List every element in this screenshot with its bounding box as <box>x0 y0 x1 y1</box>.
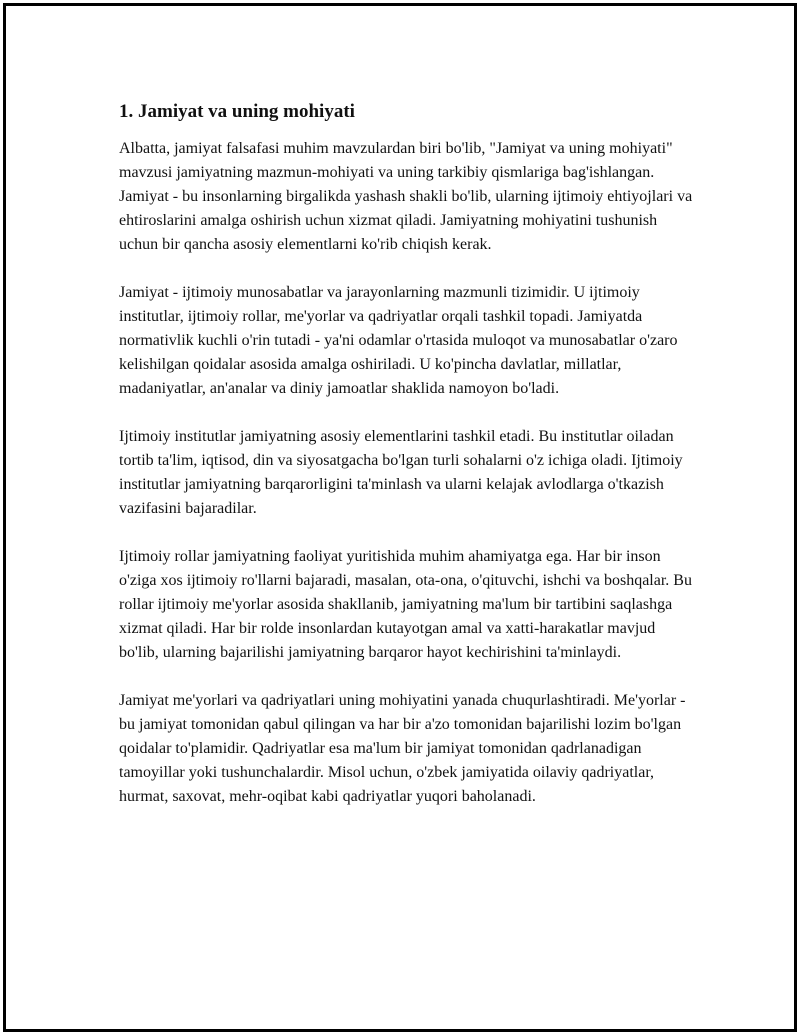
document-body <box>119 99 694 833</box>
page-border <box>3 3 797 1032</box>
document-title: 1. Jamiyat va uning mohiyati <box>119 101 355 122</box>
paragraph-3: Ijtimoiy institutlar jamiyatning asosiy elementlarini tashkil etadi. Bu institutlar oiladan tortib ta'lim, iqtisod, din va siyosatgacha bo'lgan turli sohalarni o'z ichiga oladi. Ijtimoiy institutlar jamiyatning barqarorligini ta'minlash va ularni kelajak avlodlarga o'tkazish vazifasini bajaradilar. <box>119 428 683 517</box>
paragraph-2: Jamiyat - ijtimoiy munosabatlar va jarayonlarning mazmunli tizimidir. U ijtimoiy institutlar, ijtimoiy rollar, me'yorlar va qadriyatlar orqali tashkil topadi. Jamiyatda normativlik kuchli o'rin tutadi - ya'ni odamlar o'rtasida muloqot va munosabatlar o'zaro kelishilgan qoidalar asosida amalga oshiriladi. U ko'pincha davlatlar, millatlar, madaniyatlar, an'analar va diniy jamoatlar shaklida namoyon bo'ladi. <box>119 284 678 397</box>
paragraph-1: Albatta, jamiyat falsafasi muhim mavzulardan biri bo'lib, "Jamiyat va uning mohiyati" mavzusi jamiyatning mazmun-mohiyati va uning tarkibiy qismlariga bag'ishlangan. Jamiyat - bu insonlarning birgalikda yashash shakli bo'lib, ularning ijtimoiy ehtiyojlari va ehtiroslarini amalga oshirish uchun xizmat qiladi. Jamiyatning mohiyatini tushunish uchun bir qancha asosiy elementlarni ko'rib chiqish kerak. <box>119 140 693 253</box>
paragraph-5: Jamiyat me'yorlari va qadriyatlari uning mohiyatini yanada chuqurlashtiradi. Me'yorlar - bu jamiyat tomonidan qabul qilingan va har bir a'zo tomonidan bajarilishi lozim bo'lgan qoidalar to'plamidir. Qadriyatlar esa ma'lum bir jamiyat tomonidan qadrlanadigan tamoyillar yoki tushunchalardir. Misol uchun, o'zbek jamiyatida oilaviy qadriyatlar, hurmat, saxovat, mehr-oqibat kabi qadriyatlar yuqori baholanadi. <box>119 692 686 805</box>
paragraph-4: Ijtimoiy rollar jamiyatning faoliyat yuritishida muhim ahamiyatga ega. Har bir inson o'ziga xos ijtimoiy ro'llarni bajaradi, masalan, ota-ona, o'qituvchi, ishchi va boshqalar. Bu rollar ijtimoiy me'yorlar asosida shakllanib, jamiyatning ma'lum bir tartibini saqlashga xizmat qiladi. Har bir rolde insonlardan kutayotgan amal va xatti-harakatlar mavjud bo'lib, ularning bajarilishi jamiyatning barqaror hayot kechirishini ta'minlaydi. <box>119 548 692 661</box>
